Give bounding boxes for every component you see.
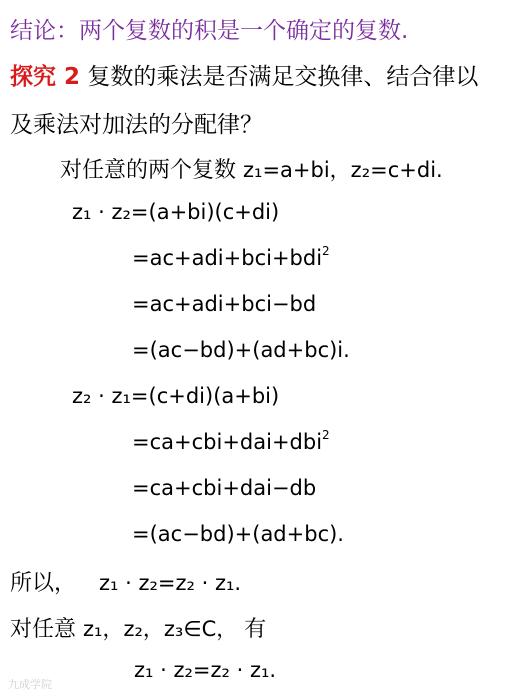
product2-lhs: z₂ · z₁=(c+di)(a+bi)	[72, 384, 280, 408]
general-prefix: 对任意	[10, 617, 77, 642]
intro-line	[60, 153, 443, 184]
explore-question	[10, 58, 478, 91]
explore-question-line2: 及乘法对加法的分配律？	[10, 112, 263, 138]
intro-vars: z₁=a+bi，z₂=c+di.	[243, 158, 443, 182]
general-formula: z₁ · z₂=z₂ · z₁.	[134, 658, 277, 682]
product2-step3: =(ac−bd)+(ad+bc).	[132, 522, 344, 546]
explore-label: 探究 2	[10, 64, 81, 90]
watermark-text: 九成学院	[8, 678, 52, 691]
therefore-formula: z₁ · z₂=z₂ · z₁.	[99, 571, 242, 595]
intro-prefix: 对任意的两个复数	[60, 158, 237, 183]
general-line	[10, 612, 266, 643]
product2-step2: =ca+cbi+dai−db	[132, 476, 317, 500]
therefore-prefix: 所以，	[10, 571, 77, 596]
product1-step1	[132, 246, 330, 270]
product1-step1-sup: 2	[322, 244, 330, 258]
product1-step2: =ac+adi+bci−bd	[132, 292, 317, 316]
therefore-line	[10, 566, 241, 597]
explore-question-line1: 复数的乘法是否满足交换律、结合律以	[87, 64, 479, 90]
general-vars: z₁，z₂，z₃∈C，	[83, 617, 238, 641]
general-suffix: 有	[244, 617, 267, 642]
product1-step1-text: =ac+adi+bci+bdi	[132, 246, 323, 270]
product1-step3: =(ac−bd)+(ad+bc)i.	[132, 338, 350, 362]
product1-lhs: z₁ · z₂=(a+bi)(c+di)	[72, 200, 280, 224]
product2-step1	[132, 430, 330, 454]
product2-step1-sup: 2	[322, 428, 330, 442]
conclusion-text: 结论：两个复数的积是一个确定的复数.	[10, 18, 409, 44]
product2-step1-text: =ca+cbi+dai+dbi	[132, 430, 323, 454]
